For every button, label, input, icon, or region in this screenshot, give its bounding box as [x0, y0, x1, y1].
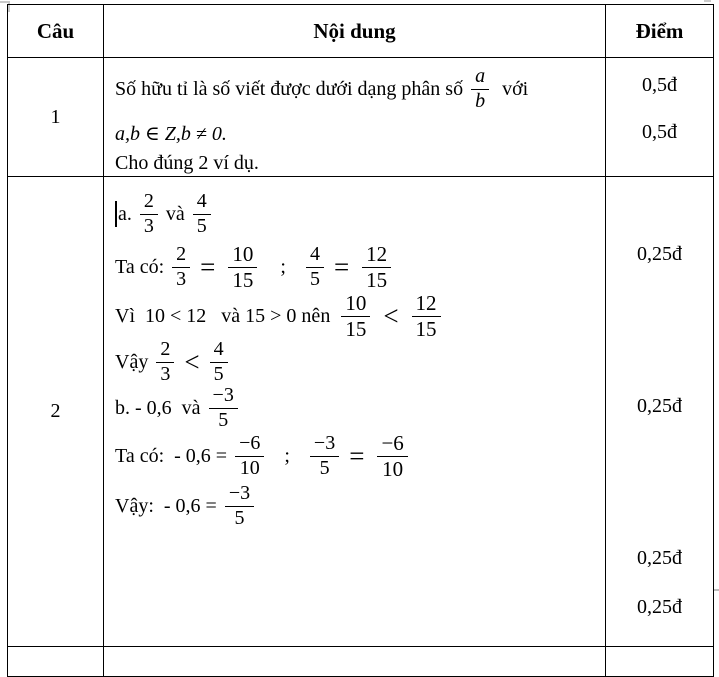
empty-cell: [104, 647, 606, 677]
col-header-cau: Câu: [8, 5, 104, 58]
text-run: với: [492, 77, 529, 100]
fraction: [156, 339, 174, 385]
question-number: 1: [8, 58, 104, 177]
text-run: Ta có:: [115, 255, 170, 278]
fraction-numerator: 12: [412, 292, 441, 317]
col-header-noi-dung: Nội dung: [104, 5, 606, 58]
points-value: 0,5đ: [642, 121, 677, 143]
fraction-denominator: 15: [345, 316, 367, 341]
answer-key-table: [7, 4, 714, 677]
editor-edge-artifact: [704, 0, 711, 2]
math-operator: <: [184, 346, 200, 377]
text-run: b. - 0,6 và: [115, 396, 206, 419]
content-line: [115, 116, 599, 150]
fraction-denominator: 5: [309, 267, 320, 290]
text-run: Số hữu tỉ là số viết được dưới dạng phân số: [115, 77, 469, 100]
fraction: [172, 244, 190, 290]
text-run: Vì 10 < 12 và 15 > 0 nên: [115, 304, 336, 327]
content-line: [115, 431, 599, 481]
separator: ;: [284, 444, 290, 467]
table-row-partial: [8, 647, 714, 677]
content-line: [115, 150, 599, 176]
fraction-denominator: 5: [319, 456, 330, 479]
fraction-numerator: a: [471, 66, 489, 90]
math-operator: =: [200, 251, 216, 282]
points-value: 0,25đ: [637, 243, 682, 265]
content-line: [115, 187, 599, 241]
text-run: Vậy: - 0,6 =: [115, 494, 222, 517]
fraction: [235, 433, 264, 479]
text-caret: [115, 201, 117, 227]
fraction-numerator: −6: [235, 433, 264, 457]
fraction-denominator: 10: [239, 456, 260, 479]
fraction-numerator: 2: [156, 339, 174, 363]
math-operator: =: [333, 251, 350, 282]
fraction: [140, 191, 158, 237]
points-cell: [606, 58, 714, 177]
fraction: [471, 66, 489, 112]
fraction-denominator: 5: [196, 214, 207, 237]
math-operator: =: [349, 440, 365, 471]
answer-content: [115, 62, 599, 176]
header-row: [8, 5, 714, 58]
answer-content-cell: [104, 177, 606, 647]
fraction: [225, 483, 254, 529]
text-run: Cho đúng 2 ví dụ.: [115, 151, 259, 174]
fraction-numerator: 2: [172, 244, 190, 268]
fraction-numerator: −6: [377, 432, 407, 457]
fraction-numerator: 10: [228, 243, 257, 268]
text-run: và: [160, 202, 190, 225]
text-run: Ta có: - 0,6 =: [115, 444, 233, 467]
fraction-numerator: −3: [310, 433, 339, 457]
fraction: [377, 432, 407, 480]
content-line: [115, 241, 599, 293]
question-number: 2: [8, 177, 104, 647]
fraction-numerator: 2: [140, 191, 158, 215]
empty-cell: [606, 647, 714, 677]
fraction-numerator: 12: [362, 243, 391, 268]
points-value: 0,25đ: [637, 596, 682, 618]
fraction: [228, 243, 257, 291]
fraction: [209, 385, 238, 431]
fraction: [306, 244, 324, 290]
fraction: [412, 292, 441, 340]
fraction: [341, 292, 370, 340]
math-operator: <: [383, 300, 399, 331]
text-run: a.: [118, 202, 137, 225]
fraction-numerator: 4: [193, 191, 211, 215]
fraction-denominator: 10: [382, 456, 404, 481]
points-cell: [606, 177, 714, 647]
fraction-denominator: 3: [176, 267, 187, 290]
fraction-numerator: 4: [306, 244, 324, 268]
points-value: 0,25đ: [637, 395, 682, 417]
fraction: [210, 339, 228, 385]
text-run: Vậy: [115, 350, 154, 373]
separator: ;: [280, 255, 286, 278]
fraction: [310, 433, 339, 479]
fraction-numerator: 4: [210, 339, 228, 363]
editor-edge-artifact: [714, 589, 719, 591]
col-header-diem: Điểm: [606, 5, 714, 58]
content-line: [115, 290, 599, 341]
fraction-denominator: 15: [415, 316, 437, 341]
table-row-question-2: [8, 177, 714, 647]
math-expression: a,b ∈ Z,b ≠ 0.: [115, 122, 227, 145]
empty-cell: [8, 647, 104, 677]
answer-content-cell: [104, 58, 606, 177]
content-line: [115, 385, 599, 431]
fraction-denominator: 5: [213, 362, 224, 385]
answer-content: [115, 187, 599, 531]
fraction: [193, 191, 211, 237]
points-value: 0,5đ: [642, 74, 677, 96]
fraction: [362, 243, 391, 291]
content-line: [115, 339, 599, 385]
fraction-numerator: −3: [225, 483, 254, 507]
fraction-denominator: 5: [234, 506, 245, 529]
fraction-denominator: 3: [143, 214, 154, 237]
fraction-numerator: 10: [341, 292, 370, 317]
fraction-denominator: b: [475, 89, 486, 112]
fraction-numerator: −3: [209, 385, 238, 409]
fraction-denominator: 3: [160, 362, 171, 385]
fraction-denominator: 15: [366, 267, 388, 292]
content-line: [115, 481, 599, 531]
points-value: 0,25đ: [637, 547, 682, 569]
table-row-question-1: [8, 58, 714, 177]
fraction-denominator: 5: [218, 408, 229, 431]
content-line: [115, 62, 599, 116]
fraction-denominator: 15: [232, 267, 254, 292]
